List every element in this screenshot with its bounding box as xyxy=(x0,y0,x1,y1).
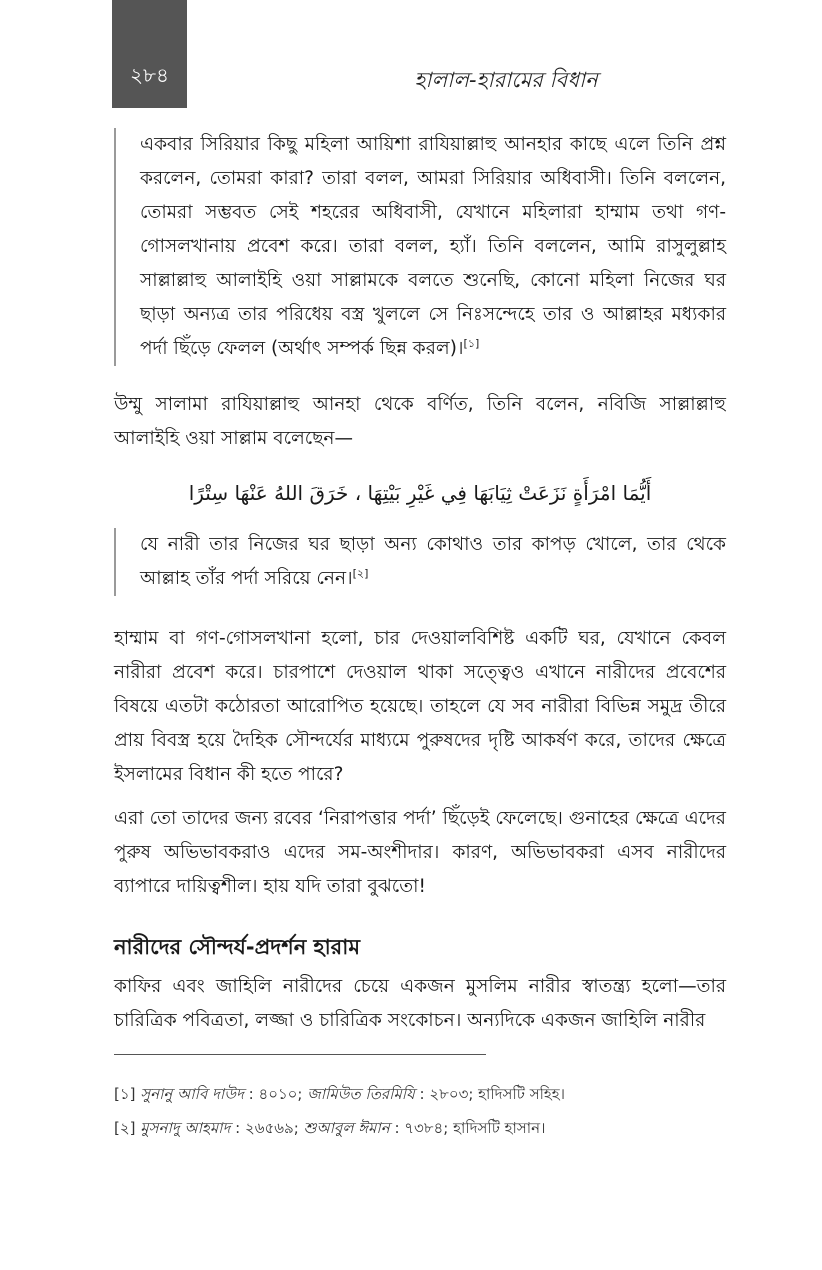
quote-1-text: একবার সিরিয়ার কিছু মহিলা আয়িশা রাযিয়াল্লাহু আনহার কাছে এলে তিনি প্রশ্ন করলেন, তোমরা কারা? তারা বলল, আমরা সিরিয়ার অধিবাসী। তিনি বললেন, তোমরা সম্ভবত সেই শহরের অধিবাসী, যেখানে মহিলারা হাম্মাম তথা গণ-গোসলখানায় প্রবেশ করে। তারা বলল, হ্যাঁ। তিনি বললেন, আমি রাসুলুল্লাহ সাল্লাল্লাহু আলাইহি ওয়া সাল্লামকে বলতে শুনেছি, কোনো মহিলা নিজের ঘর ছাড়া অন্যত্র তার পরিধেয় বস্ত্র খুললে সে নিঃসন্দেহে তার ও আল্লাহর মধ্যকার পর্দা ছিঁড়ে ফেলল (অর্থাৎ সম্পর্ক ছিন্ন করল)। xyxy=(140,134,726,359)
footnote-1-number-1: : ৪০১০; xyxy=(248,1085,303,1103)
footnote-1-source-2: জামিউত তিরমিযি xyxy=(307,1085,415,1103)
footnote-2 xyxy=(114,1116,726,1140)
hadith-quote-1 xyxy=(114,128,726,366)
footnote-1-source-1: সুনানু আবি দাউদ xyxy=(140,1085,244,1103)
section-heading: নারীদের সৌন্দর্য-প্রদর্শন হারাম xyxy=(114,935,360,959)
footnote-1 xyxy=(114,1082,726,1106)
paragraph-3-text: কাফির এবং জাহিলি নারীদের চেয়ে একজন মুসলিম নারীর স্বাতন্ত্র্য হলো—তার চারিত্রিক পবিত্রতা, লজ্জা ও চারিত্রিক সংকোচন। অন্যদিকে একজন জাহিলি নারীর xyxy=(114,976,726,1031)
footnote-2-number-2: : ৭৩৮৪; হাদিসটি হাসান। xyxy=(394,1119,546,1137)
intro-paragraph xyxy=(114,388,726,456)
footnote-2-mark: [২] xyxy=(114,1119,136,1137)
hadith-quote-2 xyxy=(114,528,726,596)
footnote-1-mark: [১] xyxy=(114,1085,136,1103)
paragraph-1 xyxy=(114,622,726,792)
footnote-divider xyxy=(114,1054,486,1055)
footnote-ref-1: [১] xyxy=(463,336,480,350)
arabic-hadith: أَيُّمَا امْرَأَةٍ نَزَعَتْ ثِيَابَهَا فِي غَيْرِ بَيْتِهَا ، خَرَقَ اللهُ عَنْهَا سِتْرًا xyxy=(188,481,652,505)
footnote-2-source-1: মুসনাদু আহমাদ xyxy=(140,1119,231,1137)
paragraph-2 xyxy=(114,802,726,904)
footnote-1-number-2: : ২৮০৩; হাদিসটি সহিহ। xyxy=(419,1085,566,1103)
paragraph-1-text: হাম্মাম বা গণ-গোসলখানা হলো, চার দেওয়ালবিশিষ্ট একটি ঘর, যেখানে কেবল নারীরা প্রবেশ করে। চারপাশে দেওয়াল থাকা সত্ত্বেও এখানে নারীদের প্রবেশের বিষয়ে এতটা কঠোরতা আরোপিত হয়েছে। তাহলে যে সব নারীরা বিভিন্ন সমুদ্র তীরে প্রায় বিবস্ত্র হয়ে দৈহিক সৌন্দর্যের মাধ্যমে পুরুষদের দৃষ্টি আকর্ষণ করে, তাদের ক্ষেত্রে ইসলামের বিধান কী হতে পারে? xyxy=(114,628,726,785)
intro-text: উম্মু সালামা রাযিয়াল্লাহু আনহা থেকে বর্ণিত, তিনি বলেন, নবিজি সাল্লাল্লাহু আলাইহি ওয়া সাল্লাম বলেছেন— xyxy=(114,394,726,449)
page-number: ২৮৪ xyxy=(130,63,169,87)
footnote-2-source-2: শুআবুল ঈমান xyxy=(303,1119,390,1137)
page-number-tab xyxy=(112,0,187,108)
paragraph-3 xyxy=(114,970,726,1038)
footnote-2-number-1: : ২৬৫৬৯; xyxy=(235,1119,299,1137)
footnote-ref-2: [২] xyxy=(352,566,369,580)
paragraph-2-text: এরা তো তাদের জন্য রবের ‘নিরাপত্তার পর্দা’ ছিঁড়েই ফেলেছে। গুনাহের ক্ষেত্রে এদের পুরুষ অভিভাবকরাও এদের সম-অংশীদার। কারণ, অভিভাবকরা এসব নারীদের ব্যাপারে দায়িত্বশীল। হায় যদি তারা বুঝতো! xyxy=(114,808,726,897)
quote-2-text: যে নারী তার নিজের ঘর ছাড়া অন্য কোথাও তার কাপড় খোলে, তার থেকে আল্লাহ তাঁর পর্দা সরিয়ে নেন। xyxy=(140,534,726,589)
running-title: হালাল-হারামের বিধান xyxy=(414,68,598,92)
